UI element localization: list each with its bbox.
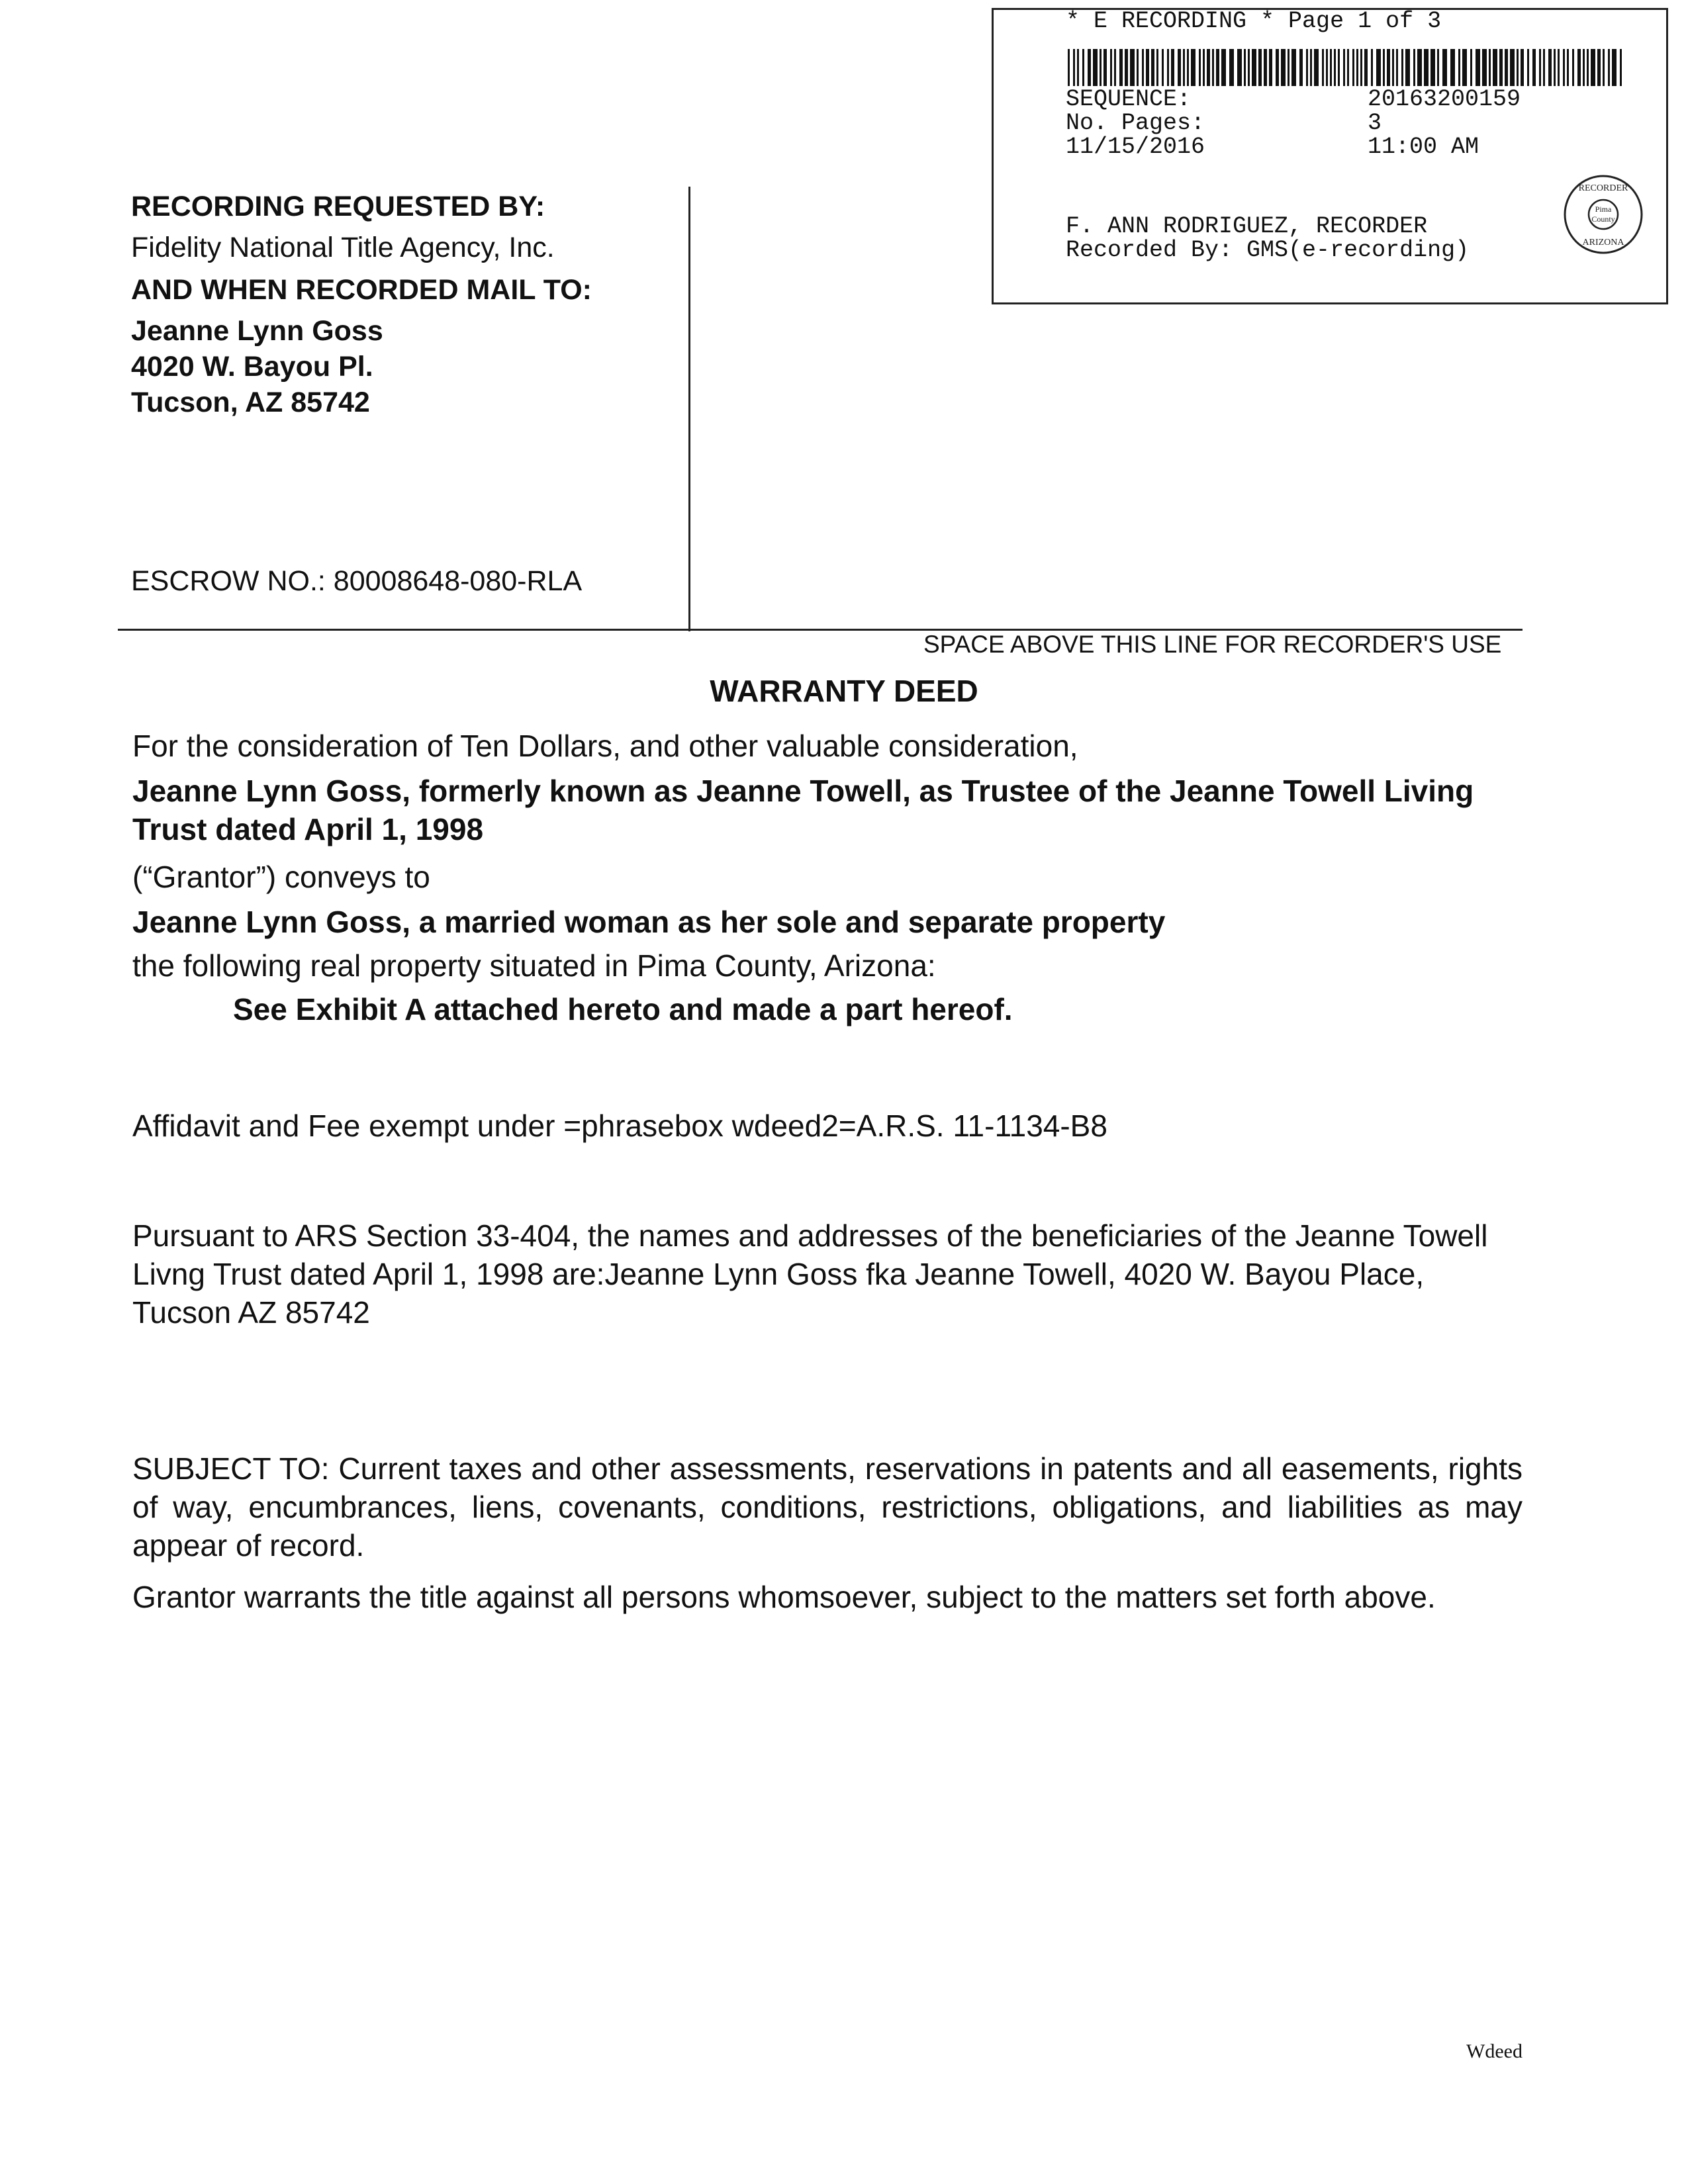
stamp-title: * E RECORDING * Page 1 of 3: [1066, 8, 1442, 34]
deed-title: WARRANTY DEED: [710, 674, 978, 708]
pursuant-text: Pursuant to ARS Section 33-404, the names and addresses of the beneficiaries of the Jeanne Towell Livng Trust dated April 1, 1998 are:Jeanne Lynn Goss fka Jeanne Towell, 4020 W. Bayou Place, Tucson AZ 85742: [132, 1218, 1488, 1330]
exhibit-text: See Exhibit A attached hereto and made a part hereof.: [233, 992, 1013, 1026]
svg-text:County: County: [1591, 214, 1615, 224]
svg-text:RECORDER: RECORDER: [1578, 183, 1628, 193]
consideration-text: For the consideration of Ten Dollars, and other valuable consideration,: [132, 729, 1078, 763]
record-time: 11:00 AM: [1368, 134, 1479, 160]
sequence-value: 20163200159: [1368, 86, 1521, 113]
warrants-text: Grantor warrants the title against all persons whomsoever, subject to the matters set forth above.: [132, 1580, 1436, 1614]
pages-label: No. Pages:: [1066, 110, 1205, 136]
pages-value: 3: [1368, 110, 1382, 136]
svg-text:ARIZONA: ARIZONA: [1582, 238, 1624, 248]
requested-by-label: RECORDING REQUESTED BY:: [131, 191, 545, 222]
barcode-icon: [1068, 49, 1624, 86]
subject-to-text: SUBJECT TO: Current taxes and other assessments, reservations in patents and all easements, rights of way, encumbrances, liens, covenants, conditions, restrictions, obligations, and liabilities as may appear of record.: [132, 1451, 1523, 1563]
recorded-by: Recorded By: GMS(e-recording): [1066, 237, 1470, 263]
mail-name: Jeanne Lynn Goss: [131, 315, 383, 347]
county-seal-icon: [1562, 173, 1644, 255]
property-text: the following real property situated in Pima County, Arizona:: [132, 948, 936, 983]
grantor-text: Jeanne Lynn Goss, formerly known as Jeanne Towell, as Trustee of the Jeanne Towell Living Trust dated April 1, 1998: [132, 774, 1474, 846]
mail-city: Tucson, AZ 85742: [131, 387, 370, 418]
form-code: Wdeed: [1466, 2040, 1523, 2062]
grantee-text: Jeanne Lynn Goss, a married woman as her sole and separate property: [132, 905, 1166, 939]
recorder-use-note: SPACE ABOVE THIS LINE FOR RECORDER'S USE: [923, 631, 1502, 658]
requested-by-value: Fidelity National Title Agency, Inc.: [131, 232, 555, 263]
svg-text:Pima: Pima: [1595, 205, 1612, 214]
conveys-text: (“Grantor”) conveys to: [132, 860, 430, 894]
mail-to-label: AND WHEN RECORDED MAIL TO:: [131, 274, 592, 306]
recorder-name: F. ANN RODRIGUEZ, RECORDER: [1066, 213, 1428, 240]
affidavit-text: Affidavit and Fee exempt under =phrasebox wdeed2=A.R.S. 11-1134-B8: [132, 1109, 1107, 1143]
escrow-number: ESCROW NO.: 80008648-080-RLA: [131, 565, 583, 597]
mail-street: 4020 W. Bayou Pl.: [131, 351, 373, 383]
sequence-label: SEQUENCE:: [1066, 86, 1192, 113]
header-divider: [688, 187, 690, 631]
record-date: 11/15/2016: [1066, 134, 1205, 160]
